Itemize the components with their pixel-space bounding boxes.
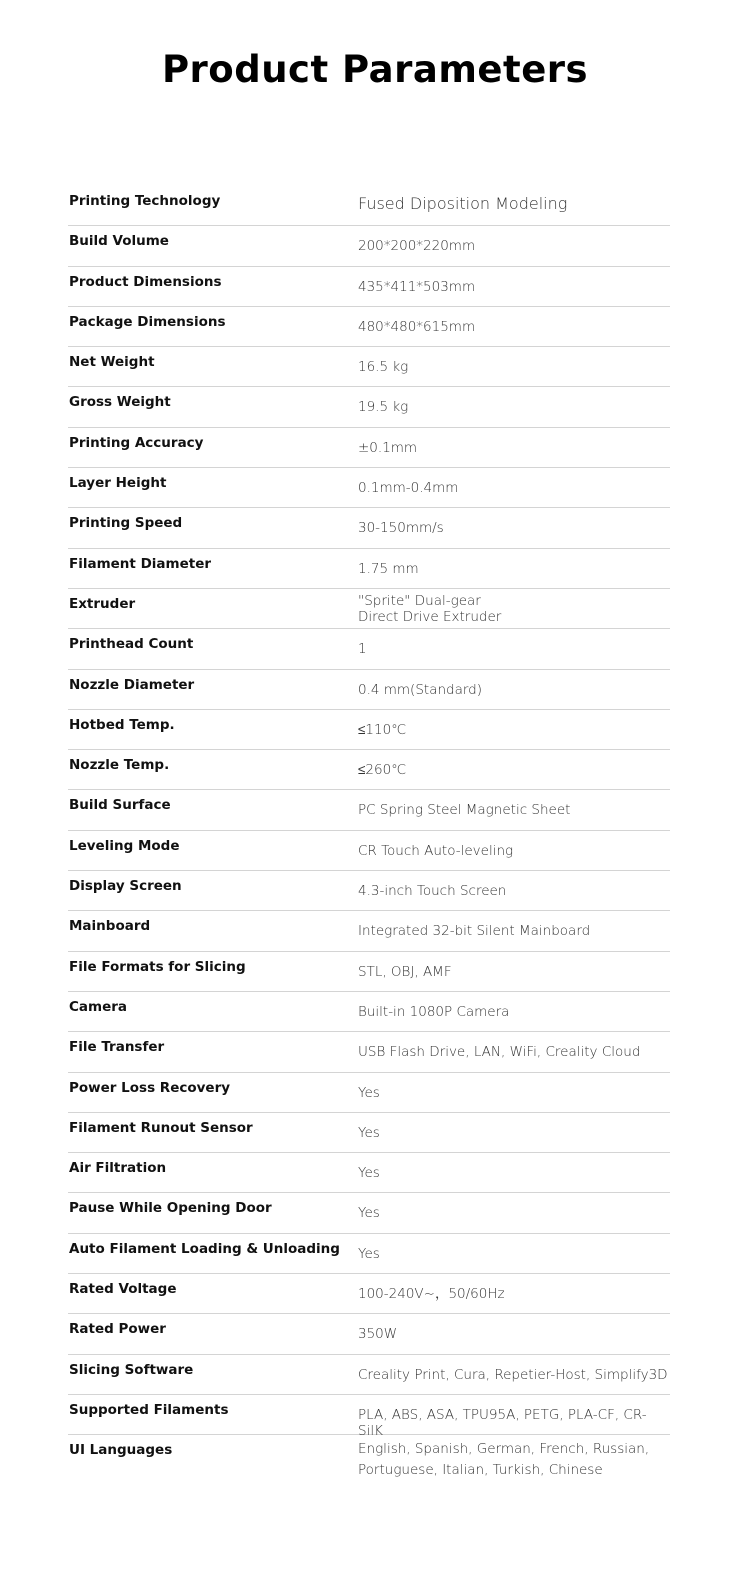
parameter-label: Product Dimensions [69,273,222,290]
parameter-value: 1 [358,641,367,658]
parameter-value: Creality Print, Cura, Repetier-Host, Simplify3D [358,1366,668,1383]
parameter-label: Leveling Mode [69,837,180,854]
table-row [68,1032,670,1072]
parameter-label: Layer Height [69,475,167,492]
table-row [68,1153,670,1193]
parameter-value: USB Flash Drive, LAN, WiFi, Creality Cloud [358,1044,641,1061]
table-row [68,1274,670,1314]
table-row [68,1395,670,1439]
parameter-value: Yes [358,1124,380,1141]
parameter-label: Printing Technology [69,193,221,209]
parameter-label: Power Loss Recovery [69,1079,231,1096]
table-row [68,670,670,710]
parameter-value: "Sprite" Dual-gear Direct Drive Extruder [358,592,502,625]
parameter-label: UI Languages [69,1442,173,1459]
table-row [68,710,670,750]
parameter-label: Printing Accuracy [69,434,204,451]
table-row [68,1073,670,1113]
parameter-label: Hotbed Temp. [69,716,175,733]
table-row [68,468,670,508]
parameter-label: Air Filtration [69,1160,167,1177]
table-row [68,952,670,992]
table-row [68,267,670,307]
parameter-label: Build Surface [69,797,171,814]
parameter-value: 19.5 kg [358,399,409,416]
parameter-label: Package Dimensions [69,313,226,330]
table-row [68,1435,670,1495]
table-row [68,589,670,629]
parameter-value: 435*411*503mm [358,278,476,295]
table-row [68,307,670,347]
parameter-label: Camera [69,998,128,1015]
parameter-value: 350W [358,1326,398,1343]
parameter-value: ±0.1mm [358,439,418,456]
parameter-label: Build Volume [69,233,169,250]
table-row [68,629,670,669]
parameter-value: Yes [358,1165,380,1182]
table-row [68,186,670,226]
parameter-value: Yes [358,1084,380,1101]
parameter-label: Net Weight [69,354,155,371]
parameter-value: 16.5 kg [358,359,409,376]
parameter-label: Mainboard [69,918,151,935]
parameter-value: 200*200*220mm [358,238,476,255]
page-title: Product Parameters [161,48,589,91]
table-row [68,911,670,951]
parameter-label: Printing Speed [69,515,183,532]
parameter-label: Printhead Count [69,636,194,653]
table-row [68,871,670,911]
parameter-label: Slicing Software [69,1361,194,1378]
table-row [68,226,670,266]
table-row [68,831,670,871]
parameter-label: Rated Voltage [69,1281,177,1298]
parameter-label: Pause While Opening Door [69,1200,272,1217]
table-row [68,750,670,790]
parameter-value: 0.4 mm(Standard) [358,681,483,698]
table-row [68,992,670,1032]
parameter-label: Gross Weight [69,394,171,411]
parameter-value: ≤110℃ [358,721,407,738]
table-row [68,1234,670,1274]
table-row [68,1314,670,1354]
table-row [68,1193,670,1233]
parameter-label: Extruder [69,595,136,612]
parameter-value: Yes [358,1205,380,1222]
table-row [68,508,670,548]
parameter-value: Integrated 32-bit Silent Mainboard [358,923,591,940]
parameter-label: Filament Diameter [69,555,212,572]
parameter-label: Supported Filaments [69,1401,229,1418]
parameter-value: 30-150mm/s [358,520,444,537]
parameter-value: 480*480*615mm [358,318,476,335]
table-row [68,387,670,427]
parameter-value: Built-in 1080P Camera [358,1003,510,1020]
table-row [68,347,670,387]
parameter-value: PC Spring Steel Magnetic Sheet [358,802,571,819]
parameter-label: Auto Filament Loading & Unloading [69,1240,340,1257]
parameter-value: Fused Diposition Modeling [358,194,568,213]
parameter-value: ≤260℃ [358,762,407,779]
parameter-value: 1.75 mm [358,560,419,577]
table-row [68,428,670,468]
parameter-value: 4.3-inch Touch Screen [358,883,507,900]
parameter-value: 0.1mm-0.4mm [358,480,459,497]
parameter-value: English, Spanish, German, French, Russian, Portuguese, Italian, Turkish, Chinese [358,1441,650,1479]
table-row [68,790,670,830]
parameter-value: Yes [358,1245,380,1262]
table-row [68,1113,670,1153]
parameter-label: File Transfer [69,1039,165,1056]
parameter-label: Filament Runout Sensor [69,1119,253,1136]
parameter-label: Display Screen [69,878,182,895]
parameter-value: CR Touch Auto-leveling [358,842,514,859]
table-row [68,1355,670,1395]
parameter-value: STL, OBJ, AMF [358,963,452,980]
parameter-label: File Formats for Slicing [69,958,246,975]
parameter-label: Nozzle Diameter [69,676,195,693]
parameters-table [68,186,670,1495]
parameter-label: Rated Power [69,1321,166,1338]
parameter-value: 100-240V~，50/60Hz [358,1286,505,1303]
parameter-value: PLA, ABS, ASA, TPU95A, PETG, PLA-CF, CR-SilK [358,1406,647,1439]
parameter-label: Nozzle Temp. [69,757,170,774]
table-row [68,549,670,589]
